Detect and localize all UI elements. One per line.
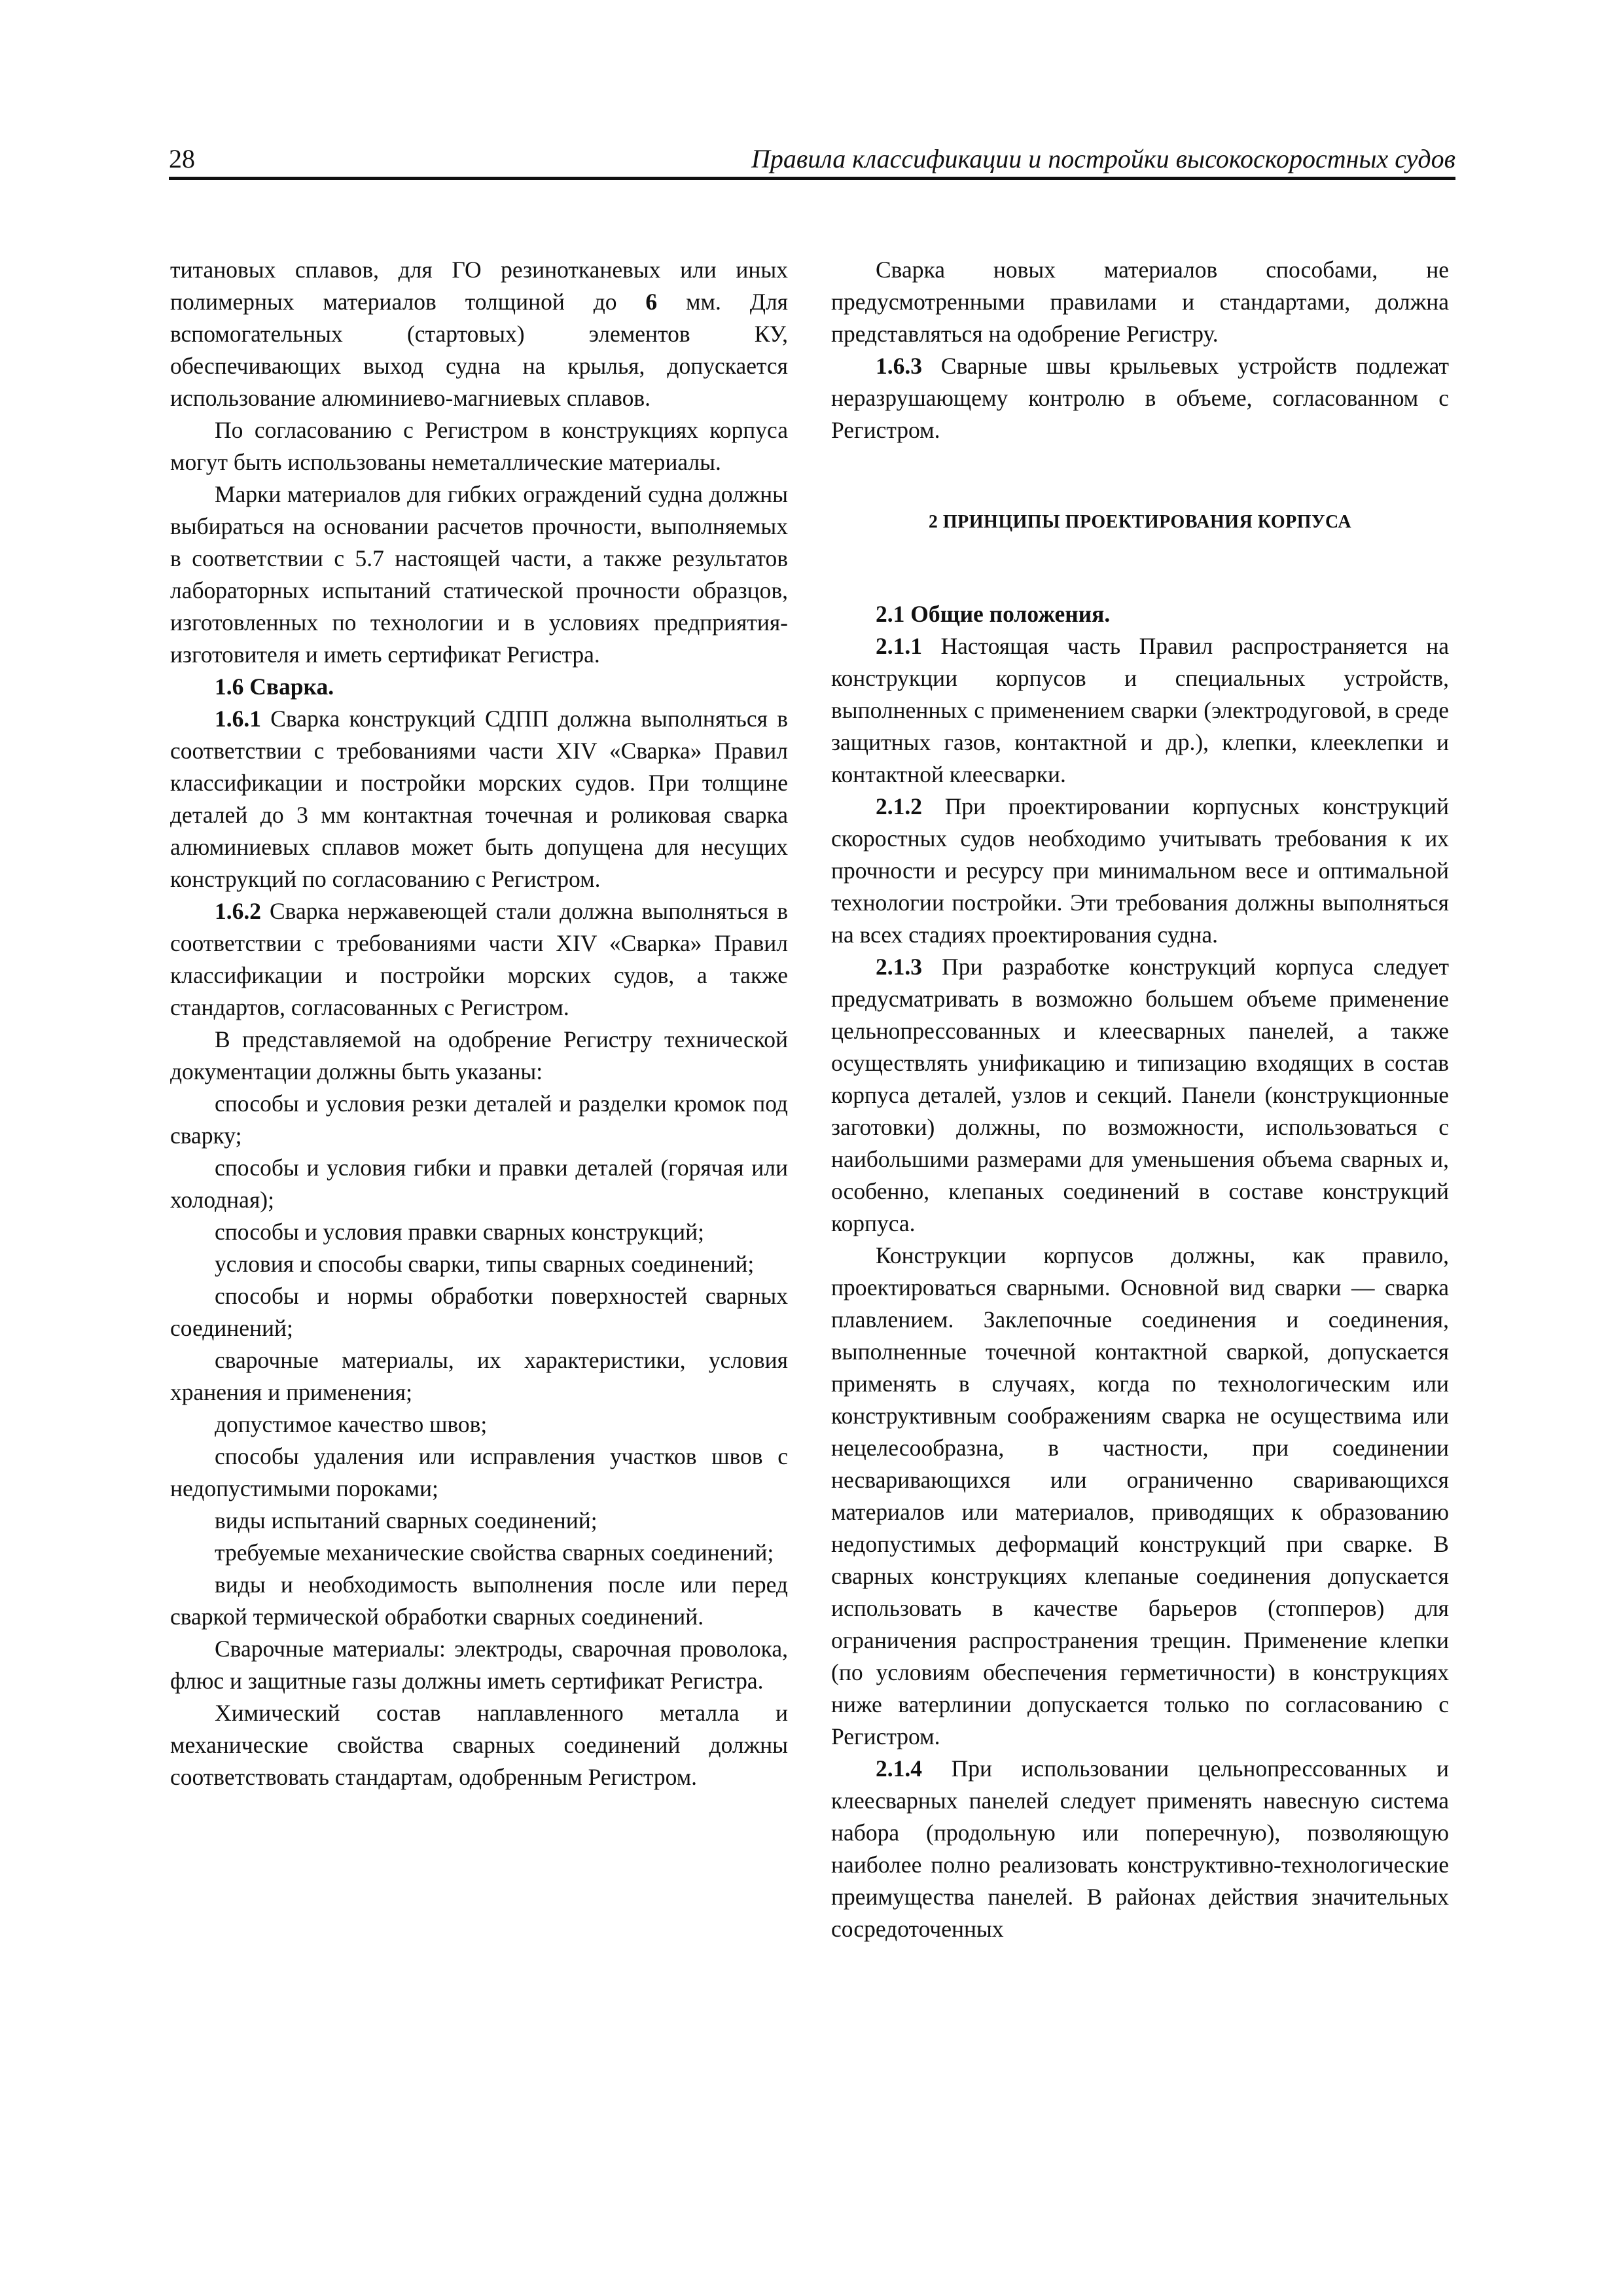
left-column [170, 254, 788, 1793]
list-item: виды испытаний сварных соединений; [215, 1507, 597, 1534]
list-item: способы и условия правки сварных конструкций; [215, 1219, 704, 1245]
paragraph: По согласованию с Регистром в конструкциях корпуса могут быть использованы неметаллические материалы. [170, 417, 788, 475]
clause-2-1-1: 2.1.1 Настоящая часть Правил распространяется на конструкции корпусов и специальных устройств, выполненных с применением сварки (электродуговой, в среде защитных газов, контактной и др.), клепки, клееклепки и контактной клеесварки. [831, 633, 1449, 787]
page-number: 28 [169, 144, 195, 173]
clause-1-6-3: 1.6.3 Сварные швы крыльевых устройств подлежат неразрушающему контролю в объеме, согласованном с Регистром. [831, 353, 1449, 443]
section-heading-1-6: 1.6 Сварка. [215, 673, 334, 700]
list-item: условия и способы сварки, типы сварных соединений; [215, 1251, 755, 1277]
paragraph: Сварочные материалы: электроды, сварочная проволока, флюс и защитные газы должны иметь сертификат Регистра. [170, 1636, 788, 1694]
clause-1-6-2: 1.6.2 Сварка нержавеющей стали должна выполняться в соответствии с требованиями части XIV «Сварка» Правил классификации и постройки морских судов, а также стандартов, согласованных с Регистром. [170, 898, 788, 1020]
paragraph: В представляемой на одобрение Регистру технической документации должны быть указаны: [170, 1026, 788, 1085]
paragraph: титановых сплавов, для ГО резинотканевых или иных полимерных материалов толщиной до 6 мм. Для вспомогательных (стартовых) элементов КУ, обеспечивающих выход судна на крылья, допускается использование алюминиево-магниевых сплавов. [170, 257, 788, 411]
clause-2-1-4: 2.1.4 При использовании цельнопрессованных и клеесварных панелей следует применять навесную система набора (продольную или поперечную), позволяющую наиболее полно реализовать конструктивно-технологические преимущества панелей. В районах действия значительных сосредоточенных [831, 1755, 1449, 1942]
list-item: виды и необходимость выполнения после или перед сваркой термической обработки сварных соединений. [170, 1571, 788, 1630]
list-item: способы и нормы обработки поверхностей сварных соединений; [170, 1283, 788, 1341]
list-item: допустимое качество швов; [215, 1411, 488, 1437]
clause-1-6-1: 1.6.1 Сварка конструкций СДПП должна выполняться в соответствии с требованиями части XIV «Сварка» Правил классификации и постройки морских судов. При толщине деталей до 3 мм контактная точечная и роликовая сварка алюминиевых сплавов может быть допущена для несущих конструкций по согласованию с Регистром. [170, 706, 788, 892]
paragraph: Конструкции корпусов должны, как правило, проектироваться сварными. Основной вид сварки — сварка плавлением. Заклепочные соединения и соединения, выполненные точечной контактной сваркой, допускается применять в случаях, когда по технологическим или конструктивным соображениям сварка не осуществима или нецелесообразна, в частности, при соединении несваривающихся или ограниченно сваривающихся материалов или материалов, приводящих к образованию недопустимых деформаций конструкций при сварке. В сварных конструкциях клепаные соединения допускается использовать в качестве барьеров (стопперов) для ограничения распространения трещин. Применение клепки (по условиям обеспечения герметичности) в конструкциях ниже ватерлинии допускается только по согласованию с Регистром. [831, 1242, 1449, 1749]
clause-2-1-2: 2.1.2 При проектировании корпусных конструкций скоростных судов необходимо учитывать требования к их прочности и ресурсу при минимальном весе и оптимальной технологии постройки. Эти требования должны выполняться на всех стадиях проектирования судна. [831, 793, 1449, 948]
header-rule [169, 177, 1455, 180]
running-title: Правила классификации и постройки высокоскоростных судов [751, 144, 1455, 173]
list-item: способы и условия гибки и правки деталей (горячая или холодная); [170, 1155, 788, 1213]
list-item: сварочные материалы, их характеристики, условия хранения и применения; [170, 1347, 788, 1405]
list-item: способы удаления или исправления участков швов с недопустимыми пороками; [170, 1443, 788, 1501]
list-item: требуемые механические свойства сварных соединений; [215, 1539, 774, 1566]
paragraph: Сварка новых материалов способами, не предусмотренными правилами и стандартами, должна представляться на одобрение Регистру. [831, 257, 1449, 347]
paragraph: Химический состав наплавленного металла и механические свойства сварных соединений должны соответствовать стандартам, одобренным Регистром. [170, 1700, 788, 1790]
section-title-2: 2 ПРИНЦИПЫ ПРОЕКТИРОВАНИЯ КОРПУСА [928, 512, 1352, 532]
clause-2-1-3: 2.1.3 При разработке конструкций корпуса следует предусматривать в возможно большем объеме применение цельнопрессованных и клеесварных панелей, а также осуществлять унификацию и типизацию входящих в состав корпуса деталей, узлов и секций. Панели (конструкционные заготовки) должны, по возможности, использоваться с наибольшими размерами для уменьшения объема сварных и, особенно, клепаных соединений в составе конструкций корпуса. [831, 954, 1449, 1236]
right-column [831, 254, 1449, 1945]
list-item: способы и условия резки деталей и разделки кромок под сварку; [170, 1090, 788, 1149]
section-heading-2-1: 2.1 Общие положения. [876, 601, 1111, 627]
paragraph: Марки материалов для гибких ограждений судна должны выбираться на основании расчетов прочности, выполняемых в соответствии с 5.7 настоящей части, а также результатов лабораторных испытаний статической прочности образцов, изготовленных по технологии и в условиях предприятия-изготовителя и иметь сертификат Регистра. [170, 481, 788, 668]
page-header [169, 143, 1455, 179]
